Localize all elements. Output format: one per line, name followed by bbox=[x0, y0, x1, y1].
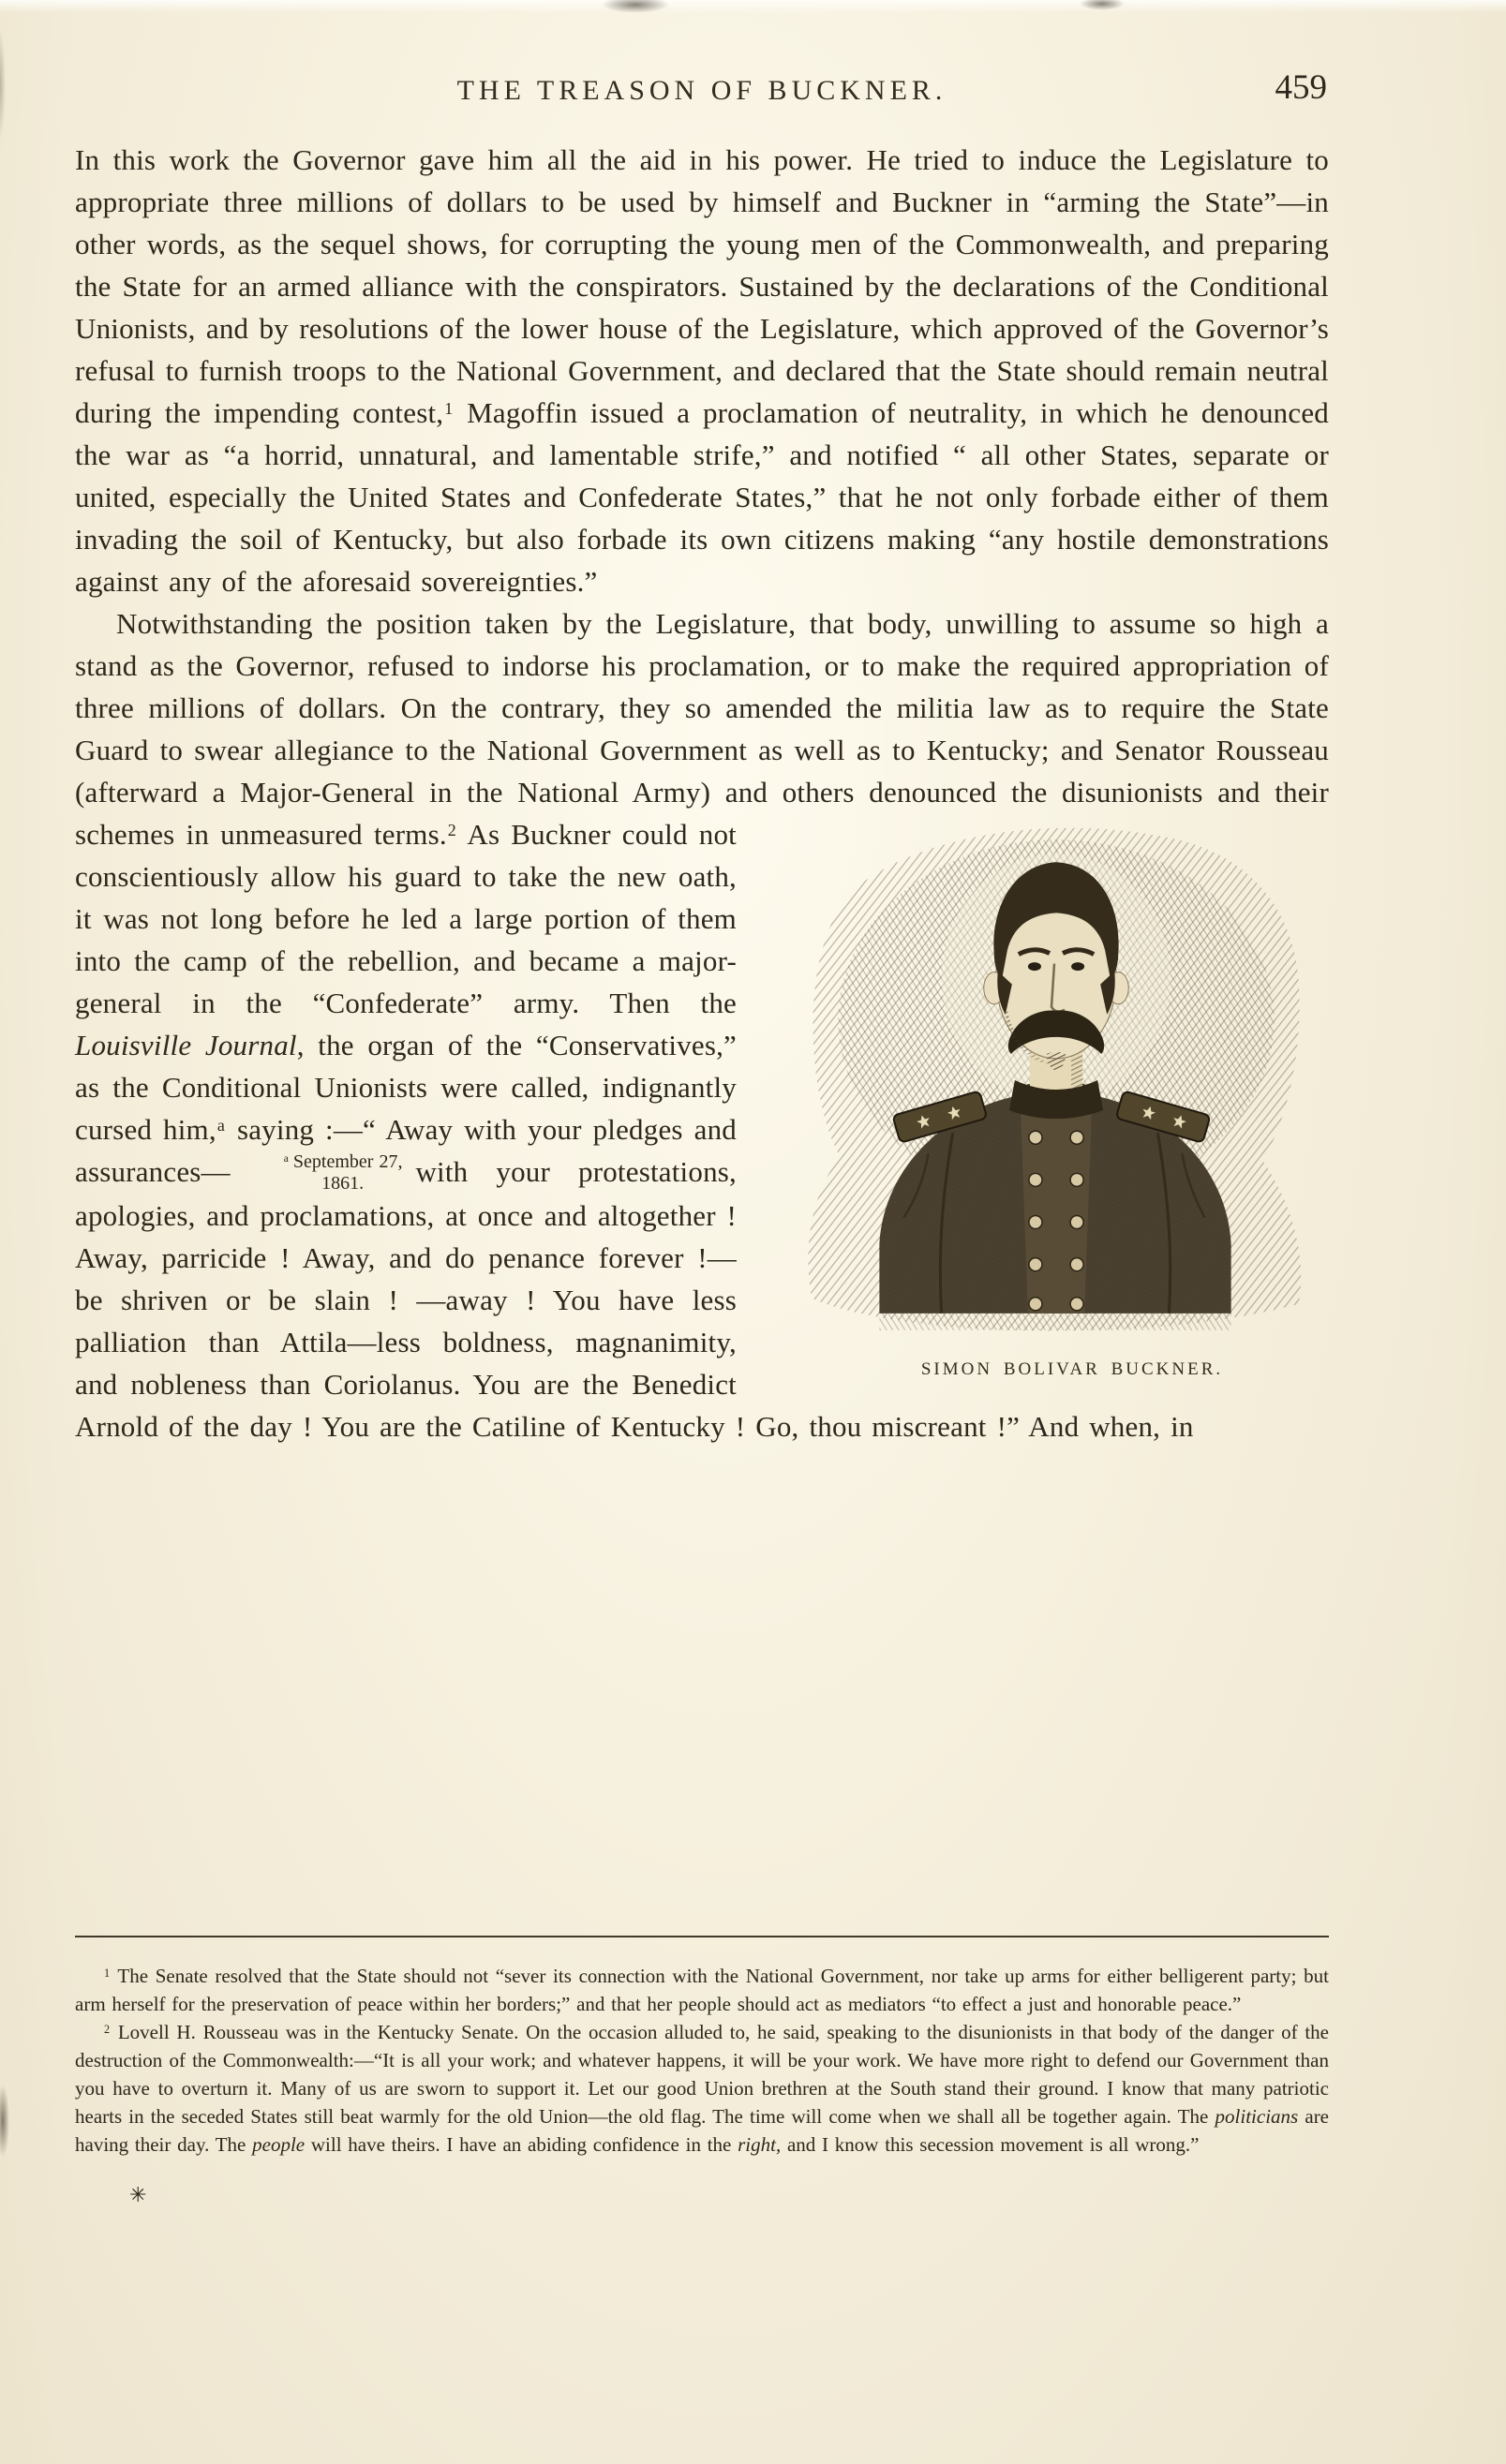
page-content bbox=[75, 69, 1329, 1447]
main-text bbox=[75, 139, 1329, 1447]
buckner-portrait-figure bbox=[774, 823, 1329, 1390]
marginal-date-note bbox=[231, 1151, 403, 1195]
page-number: 459 bbox=[1275, 68, 1327, 107]
footnote-section bbox=[75, 1936, 1329, 2207]
paragraph-1-text: In this work the Governor gave him all the aid in his power. He tried to induce the Legislature to appropriate three millions of dollars to be used by himself and Buckner in “arming the State”—in other words, as the sequel shows, for corrupting the young men of the Commonwealth, and preparing the State for an armed alliance with the conspirators. Sustained by the declarations of the Conditional Unionists, and by resolutions of the lower house of the Legislature, which approved of the Governor’s refusal to furnish troops to the National Government, and declared that the State should remain neutral during the impending contest,$^1$ Magoffin issued a proclamation of neutrality, in which he denounced the war as “a horrid, unnatural, and lamentable strife,” and notified “ all other States, separate or united, especially the United States and Confederate States,” that he not only forbade either of them invading the soil of Kentucky, but also forbade its own citizens making “any hostile demonstrations against any of the aforesaid sovereignties.” bbox=[75, 143, 1329, 598]
printer-signature-mark: ✳ bbox=[129, 2183, 147, 2206]
paragraph-1 bbox=[75, 139, 1329, 602]
paragraph-2-text-c: with your protestations, apologies, and proclamations, at once and altogether ! Away, parricide ! Away, and do penance forever !—be shriven or be slain ! —away ! You have less palliation than Attila—less boldness, magnanimity, and nobleness than Coriolanus. You are the Benedict Arnold of the day ! You are the Catiline of Kentucky ! Go, thou miscreant !” And when, in bbox=[75, 1155, 1194, 1443]
date-note-text: September 27, bbox=[292, 1151, 403, 1172]
date-note-line-2: 1861. bbox=[321, 1173, 365, 1194]
paragraph-2-text-a: Notwithstanding the position taken by the Legislature, that body, unwilling to assume so high a stand as the Governor, refused to indorse his proclamation, or to make the required appropriation of three millions of dollars. On the contrary, they so amended the militia law as to require the State Guard to swear allegiance to the National Government as well as to Kentucky; and Senator Rousseau (afterward a Major-General in the National Army) and others denounced the disunionists and their schemes in unmeasured terms.$^2$ bbox=[75, 607, 1329, 851]
scan-artifact-left-edge bbox=[0, 2085, 9, 2158]
running-head bbox=[75, 69, 1329, 114]
footnote-1: $^1$ The Senate resolved that the State should not “sever its connection with the National Government, nor take up arms for either belligerent party; but arm herself for the preservation of peace within her borders;” and that her people should act as mediators “to effect a just and honorable peace.” bbox=[75, 1965, 1329, 2015]
scan-edge-highlight bbox=[0, 0, 1506, 13]
footnote-separator-rule bbox=[75, 1936, 1329, 1937]
portrait-caption: SIMON BOLIVAR BUCKNER. bbox=[920, 1359, 1224, 1379]
footnote-2: $^2$ Lovell H. Rousseau was in the Kentucky Senate. On the occasion alluded to, he said, speaking to the disunionists in that body of the danger of the destruction of the Commonwealth:—“It is all your work; and whatever happens, it will be your work. We have more right to defend our Government than you have to overturn it. Many of us are sworn to support it. Let our good Union brethren at the South stand their ground. I know that many patriotic hearts in the seceded States still beat warmly for the old Union—the old flag. The time will come when we shall all be together again. The politicians are having their day. The people will have theirs. I have an abiding confidence in the right, and I know this secession movement is all wrong.” bbox=[75, 2021, 1330, 2156]
engraved-portrait-image bbox=[774, 823, 1329, 1335]
paragraph-2 bbox=[75, 602, 1329, 1447]
date-note-line-1 bbox=[242, 1151, 403, 1173]
scan-artifact-top-left bbox=[0, 28, 6, 141]
page-title: THE TREASON OF BUCKNER. bbox=[456, 75, 947, 106]
paragraph-2-text-b: As Buckner could not conscientiously allow his guard to take the new oath, it was not long before he led a large portion of them into the camp of the rebellion, and became a major-general in the “Confederate” army. Then the Louisville Journal, the organ of the “Conservatives,” as the Conditional Unionists were called, indignantly cursed him,$^a$ saying :—“ Away with your pledges and assurances— bbox=[75, 818, 737, 1188]
footnote-marker-a: a bbox=[283, 1152, 289, 1165]
